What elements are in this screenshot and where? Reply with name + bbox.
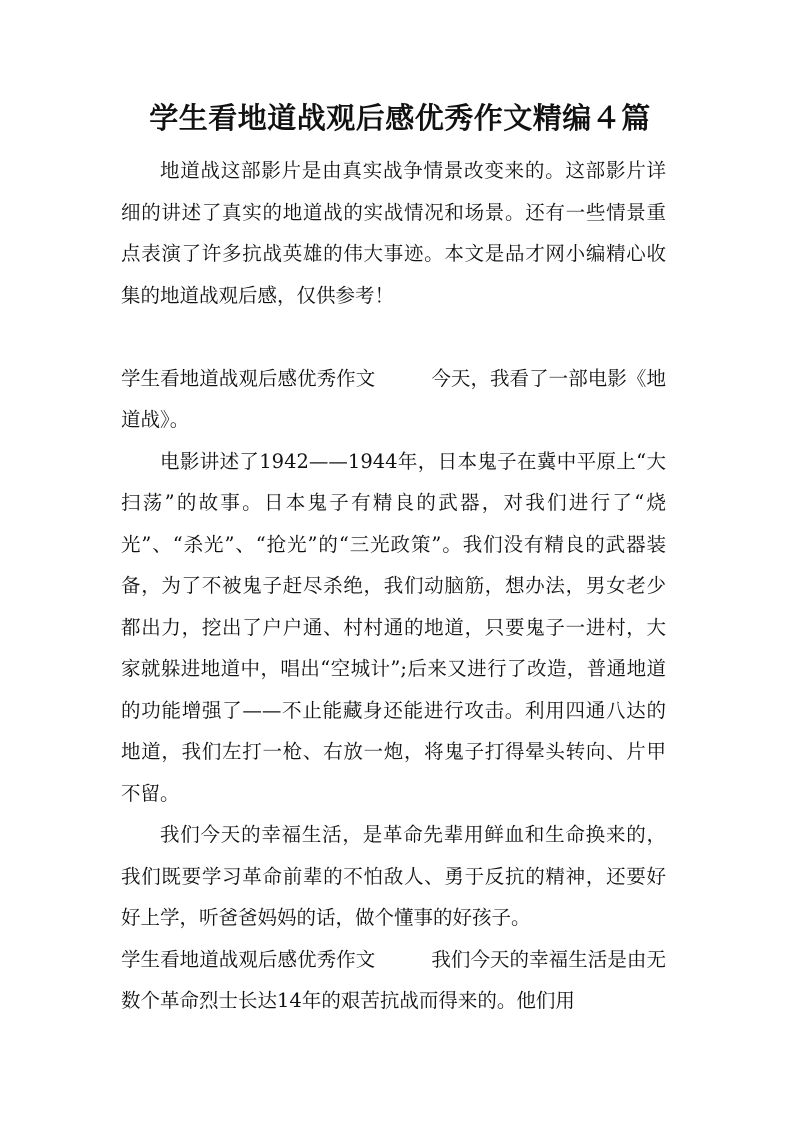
section-1-heading: 学生看地道战观后感优秀作文 — [121, 366, 376, 390]
section-2-opening-text: 我们今天的幸福生活是由无数个革命烈士长达14年的艰苦抗战而得来的。他们用 — [121, 947, 666, 1012]
section-1-paragraph-1: 电影讲述了1942——1944年，日本鬼子在冀中平原上“大扫荡”的故事。日本鬼子有精良的武器，对我们进行了“烧光”、“杀光”、“抢光”的“三光政策”。我们没有精良的武器装备，为了不被鬼子赶尽杀绝，我们动脑筋，想办法，男女老少都出力，挖出了户户通、村村通的地道，只要鬼子一进村，大家就躲进地道中，唱出“空城计”;后来又进行了改造，普通地道的功能增强了——不止能藏身还能进行攻击。利用四通八达的地道，我们左打一枪、右放一炮，将鬼子打得晕头转向、片甲不留。 — [121, 449, 666, 805]
section-2-heading: 学生看地道战观后感优秀作文 — [121, 947, 376, 971]
section-1-opening-text: 今天，我看了一部电影《地道战》。 — [121, 366, 666, 431]
document-title: 学生看地道战观后感优秀作文精编４篇 — [149, 101, 651, 135]
document-body — [121, 150, 666, 1022]
section-1-paragraph-2: 我们今天的幸福生活，是革命先辈用鲜血和生命换来的，我们既要学习革命前辈的不怕敌人、勇于反抗的精神，还要好好上学，听爸爸妈妈的话，做个懂事的好孩子。 — [121, 823, 666, 929]
paragraph-gap — [121, 316, 666, 358]
section-1-opening — [121, 358, 666, 441]
section-2-opening — [121, 939, 666, 1022]
intro-paragraph: 地道战这部影片是由真实战争情景改变来的。这部影片详细的讲述了真实的地道战的实战情况和场景。还有一些情景重点表演了许多抗战英雄的伟大事迹。本文是品才网小编精心收集的地道战观后感，仅供参考！ — [121, 159, 666, 307]
